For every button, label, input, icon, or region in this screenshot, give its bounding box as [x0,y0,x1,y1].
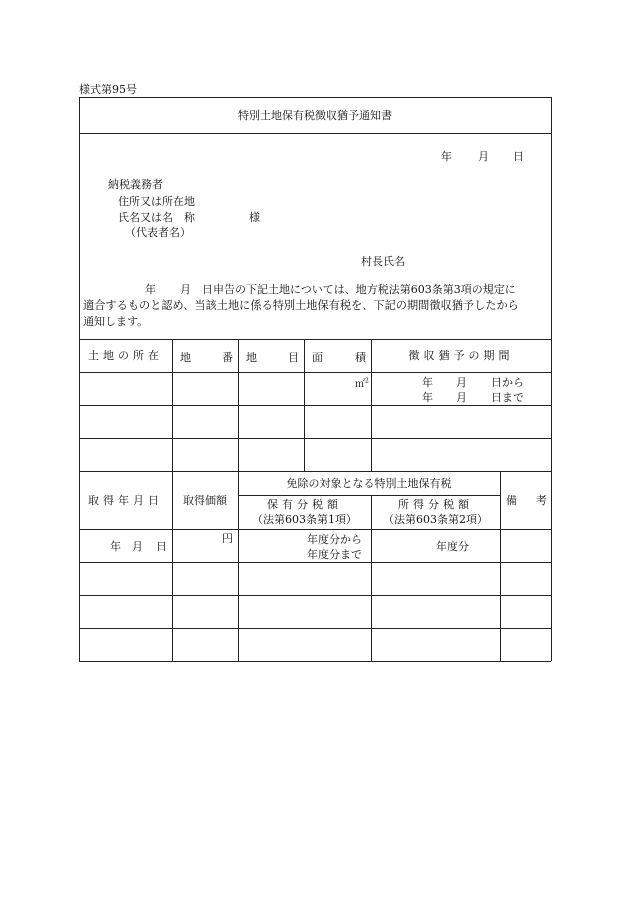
holding-from: 年度分から [307,533,362,546]
page-title [79,97,551,133]
header-location [79,339,172,372]
header-period [371,339,551,372]
header-acq-price [172,471,238,529]
form-number: 様式第95号 [79,83,137,96]
land-table-border [551,339,552,471]
acq-row-month: 月 [132,540,143,553]
body-line-2: 適合するものと認め、当該土地に係る特別土地保有税を、下記の期間徴収猶予したから [83,299,519,312]
header-acq-tax [371,495,500,529]
land-table-border [172,339,173,471]
name-label: 氏名又は名 称 [118,211,195,224]
holding-to: 年度分まで [307,548,362,561]
area-unit [355,375,369,390]
page-title-text: 特別土地保有税徴収猶予通知書 [238,108,392,122]
date-day: 日 [513,150,524,163]
title-divider [79,133,551,134]
acq-row-line [79,595,551,596]
header-category-b: 目 [288,351,299,364]
date-year: 年 [441,150,452,163]
date-month: 月 [478,150,489,163]
representative-label: （代表者名） [125,226,191,239]
header-acq-date [79,471,172,529]
header-lot-b: 番 [222,351,233,364]
taxpayer-label: 納税義務者 [108,178,163,191]
village-mayor-name: 村長氏名 [361,255,405,268]
acq-row-yen: 円 [222,532,233,545]
header-lot-a: 地 [180,351,191,364]
acq-bottom-line [79,661,551,662]
acq-row-day: 日 [156,540,167,553]
header-acq-tax-text: 所得分税額 [398,498,473,511]
land-table-row-line [79,438,551,439]
body-line-3: 通知します。 [83,315,149,328]
header-acq-price-text: 取得価額 [183,493,227,507]
period-from-day: 日から [491,376,524,389]
acq-header-line [79,529,551,530]
header-category-a: 地 [246,351,257,364]
header-area-a: 面 [312,351,323,364]
header-acq-law: （法第603条第2項） [383,513,488,526]
header-holding-law: （法第603条第1項） [252,513,357,526]
header-period-text: 徴収猶予の期間 [408,349,514,362]
frame-left-line [79,97,80,339]
period-to-month: 月 [456,391,467,404]
header-location-text: 土地の所在 [88,349,163,362]
land-table-border [238,339,239,471]
acq-tax-year: 年度分 [436,540,469,553]
period-from-month: 月 [456,376,467,389]
acq-table-border [500,471,501,661]
header-exempt-group-text: 免除の対象となる特別土地保有税 [286,476,452,490]
header-remarks-a: 備 [506,494,517,507]
area-unit-text: ㎡ [355,379,365,390]
land-table-header-line [79,372,551,373]
header-area-b: 積 [355,351,366,364]
acq-table-border [551,471,552,661]
header-holding-tax [238,495,371,529]
body-year: 年 [145,283,156,296]
acq-row-year: 年 [110,540,121,553]
honorific-sama: 様 [249,211,260,224]
period-from-year: 年 [422,376,433,389]
acq-row-line [79,562,551,563]
period-to-year: 年 [422,391,433,404]
header-exempt-group [238,471,500,495]
header-acq-date-text: 取得年月日 [88,493,163,507]
area-unit-sup: 2 [365,377,369,385]
header-holding-tax-text: 保有分税額 [267,498,342,511]
acq-row-line [79,628,551,629]
land-table-row-line [79,405,551,406]
frame-right-line [551,97,552,339]
address-label: 住所又は所在地 [118,195,195,208]
header-remarks-b: 考 [536,494,547,507]
body-line-1: 日申告の下記土地については、地方税法第603条第3項の規定に [202,283,516,296]
land-table-border [304,339,305,471]
period-to-day: 日まで [491,391,524,404]
body-month: 月 [180,283,191,296]
